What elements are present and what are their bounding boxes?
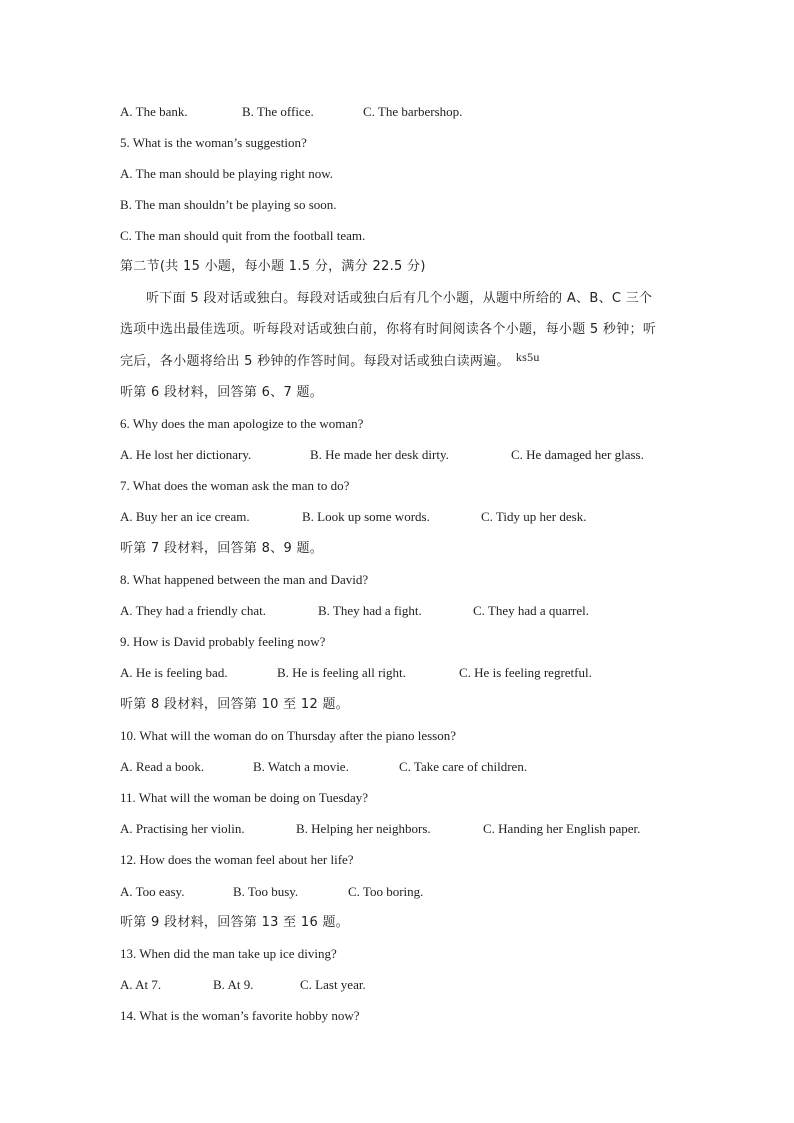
q4-option-c: C. The barbershop. (363, 104, 463, 119)
q11-options (120, 821, 640, 837)
q9-options (120, 665, 592, 681)
q8-question: 8. What happened between the man and David? (120, 572, 369, 587)
material-8-heading: 听第 8 段材料，回答第 10 至 12 题。 (120, 697, 350, 712)
section2-instruction-1: 听下面 5 段对话或独白。每段对话或独白后有几个小题，从题中所给的 A、B、C 三个 (146, 291, 653, 306)
section2-instruction-2: 选项中选出最佳选项。听每段对话或独白前，你将有时间阅读各个小题，每小题 5 秒钟；听 (120, 322, 657, 337)
q13-options (120, 977, 366, 993)
q8-options (120, 603, 589, 619)
ks5u-mark: ks5u (515, 350, 540, 364)
material-6-heading: 听第 6 段材料，回答第 6、7 题。 (120, 385, 324, 400)
q13-option-c: C. Last year. (300, 977, 366, 992)
q9-option-c: C. He is feeling regretful. (459, 665, 592, 680)
q12-option-c: C. Too boring. (348, 884, 424, 899)
q12-option-a: A. Too easy. (120, 884, 185, 899)
q10-options (120, 759, 527, 775)
q12-options (120, 884, 423, 900)
section2-heading: 第二节(共 15 小题，每小题 1.5 分，满分 22.5 分) (120, 259, 426, 274)
q8-option-a: A. They had a friendly chat. (120, 603, 266, 618)
q10-option-a: A. Read a book. (120, 759, 205, 774)
q6-option-c: C. He damaged her glass. (511, 447, 644, 462)
q5-option-a: A. The man should be playing right now. (120, 166, 334, 181)
q12-question: 12. How does the woman feel about her life? (120, 852, 354, 867)
q5-question: 5. What is the woman’s suggestion? (120, 135, 307, 150)
q11-option-b: B. Helping her neighbors. (296, 821, 431, 836)
q7-option-a: A. Buy her an ice cream. (120, 509, 250, 524)
q14-question: 14. What is the woman’s favorite hobby now? (120, 1008, 360, 1023)
q11-option-c: C. Handing her English paper. (483, 821, 641, 836)
q8-option-b: B. They had a fight. (318, 603, 422, 618)
q12-option-b: B. Too busy. (233, 884, 299, 899)
q10-option-c: C. Take care of children. (399, 759, 528, 774)
q9-option-a: A. He is feeling bad. (120, 665, 228, 680)
section2-instruction-3-row (120, 350, 540, 370)
q11-question: 11. What will the woman be doing on Tuesday? (120, 790, 369, 805)
q6-question: 6. Why does the man apologize to the woman? (120, 416, 364, 431)
q10-question: 10. What will the woman do on Thursday after the piano lesson? (120, 728, 457, 743)
q13-question: 13. When did the man take up ice diving? (120, 946, 337, 961)
material-7-heading: 听第 7 段材料，回答第 8、9 题。 (120, 541, 324, 556)
q4-option-b: B. The office. (242, 104, 314, 119)
section2-instruction-3: 完后，各小题将给出 5 秒钟的作答时间。每段对话或独白读两遍。 (120, 354, 510, 369)
q9-question: 9. How is David probably feeling now? (120, 634, 326, 649)
q7-option-b: B. Look up some words. (302, 509, 430, 524)
q5-option-c: C. The man should quit from the football team. (120, 228, 366, 243)
q6-option-b: B. He made her desk dirty. (310, 447, 449, 462)
q6-options (120, 447, 644, 463)
q4-options (120, 104, 462, 120)
q13-option-b: B. At 9. (213, 977, 254, 992)
q10-option-b: B. Watch a movie. (253, 759, 349, 774)
material-9-heading: 听第 9 段材料，回答第 13 至 16 题。 (120, 915, 350, 930)
q6-option-a: A. He lost her dictionary. (120, 447, 252, 462)
q9-option-b: B. He is feeling all right. (277, 665, 406, 680)
q4-option-a: A. The bank. (120, 104, 188, 119)
q7-options (120, 509, 586, 525)
q13-option-a: A. At 7. (120, 977, 162, 992)
q7-option-c: C. Tidy up her desk. (481, 509, 587, 524)
q5-option-b: B. The man shouldn’t be playing so soon. (120, 197, 337, 212)
q8-option-c: C. They had a quarrel. (473, 603, 589, 618)
q7-question: 7. What does the woman ask the man to do? (120, 478, 350, 493)
q11-option-a: A. Practising her violin. (120, 821, 245, 836)
